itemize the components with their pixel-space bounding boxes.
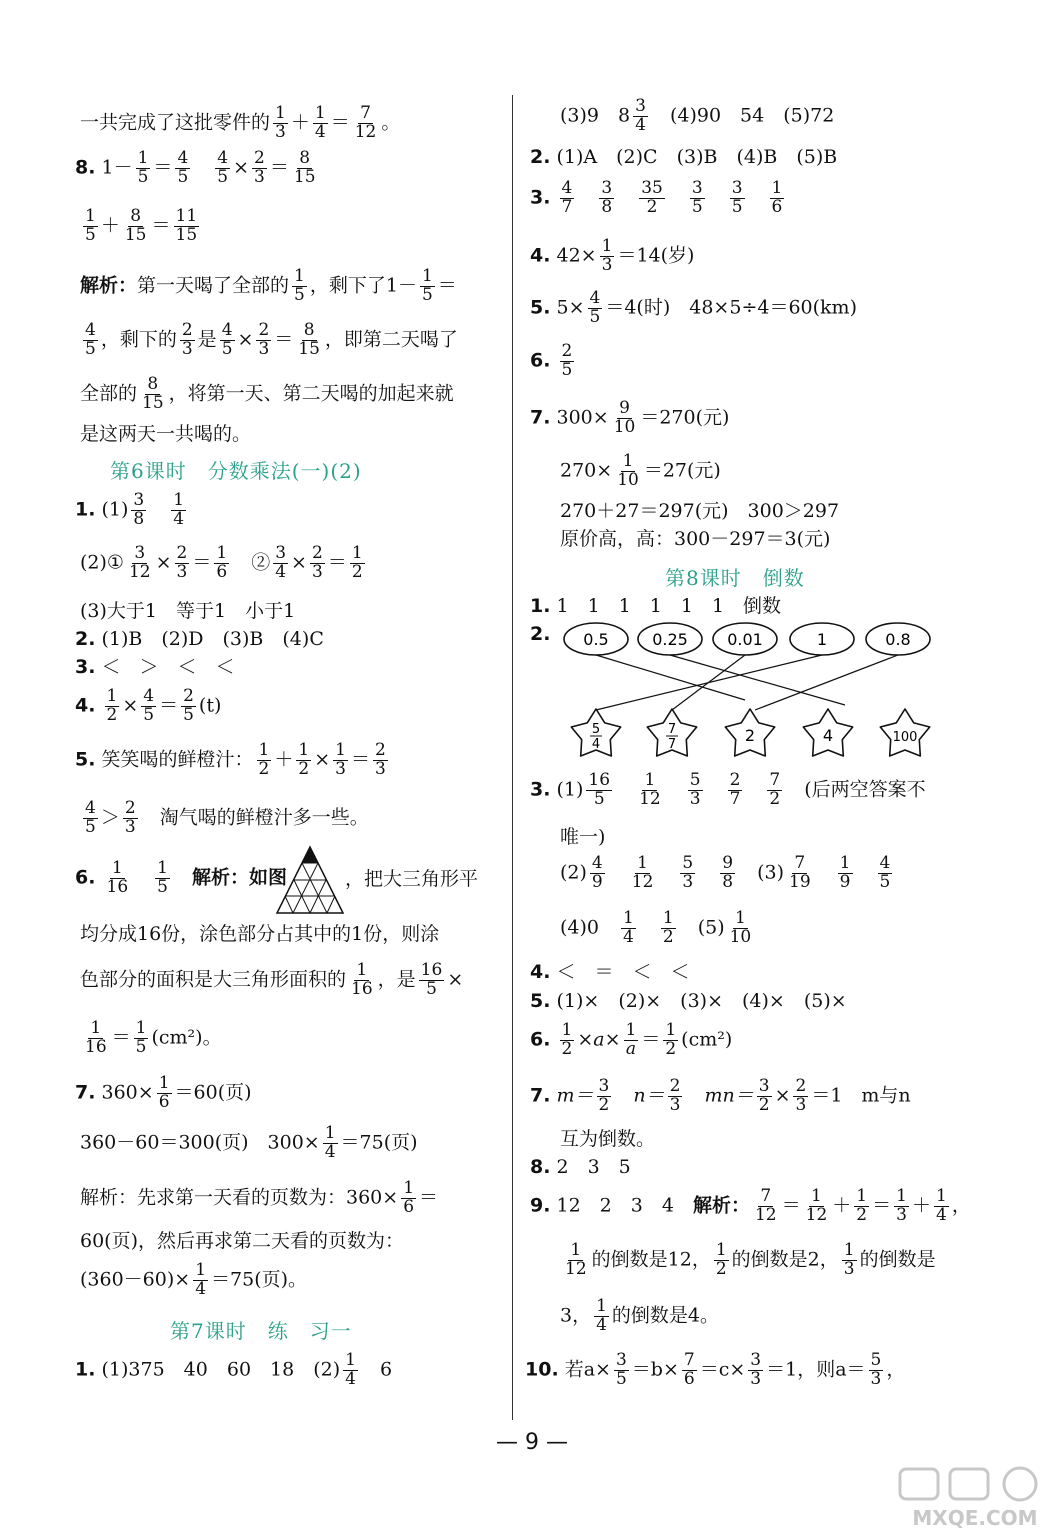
- text: 2 3 5: [556, 1156, 631, 1178]
- text: (1)B (2)D (3)B (4)C: [101, 628, 324, 650]
- star-4: [880, 709, 929, 756]
- oval-label: 0.25: [652, 630, 688, 649]
- text: (1)375 40 60 18 (2): [101, 1358, 341, 1381]
- text: (1)× (2)× (3)× (4)× (5)×: [556, 990, 847, 1012]
- text: (cm²): [681, 1028, 733, 1051]
- text: ＝b×: [631, 1358, 679, 1381]
- q7-1: 1. (1)375 40 60 18 (2) $\frac{1}{4}$ 6: [75, 1350, 393, 1389]
- text: 5×: [556, 296, 585, 319]
- text: 12 2 3 4: [556, 1194, 674, 1217]
- text: (1)A (2)C (3)B (4)B (5)B: [556, 146, 838, 168]
- text: 解析：如图: [192, 866, 288, 889]
- text: ＝4(时) 48×5÷4＝60(km): [605, 296, 857, 319]
- text: (2)①: [80, 551, 124, 574]
- text: 42×: [556, 244, 597, 267]
- star-label: 4: [822, 726, 834, 745]
- text: ＝1，则a＝: [766, 1358, 866, 1381]
- r-q2: 2. (1)A (2)C (3)B (4)B (5)B: [530, 146, 838, 168]
- q6-6-line4: $\frac{1}{16}$ ＝ $\frac{1}{5}$ (cm²)。: [85, 1018, 222, 1057]
- r8-q3-note2: 唯一): [560, 826, 606, 848]
- q6-2: 2. (1)B (2)D (3)B (4)C: [75, 628, 324, 650]
- q6-6-line2: 均分成16份，涂色部分占其中的1份，则涂: [80, 923, 440, 945]
- q8-analysis-4: 是这两天一共喝的。: [80, 423, 252, 445]
- r-q7: 7. 300× $\frac{9}{10}$ ＝270(元): [530, 398, 730, 437]
- q8-analysis-2: $\frac{4}{5}$ ，剩下的 $\frac{2}{3}$ 是 $\frac{4}{5}$ × $\frac{2}{3}$ ＝ $\frac{8}{15}$ ，即第二天喝了: [85, 320, 458, 359]
- r-q5: 5. 5× $\frac{4}{5}$ ＝4(时) 48×5÷4＝60(km): [530, 288, 857, 327]
- q6-3: 3. ＜ ＞ ＜ ＜: [75, 656, 235, 678]
- section-title-8: 第8课时 倒数: [665, 566, 805, 590]
- r-q4: 4. 42× $\frac{1}{3}$ ＝14(岁): [530, 236, 695, 275]
- text: (4)90 54 (5)72: [669, 104, 835, 127]
- oval-label: 1: [816, 630, 828, 649]
- star-den: 4: [591, 737, 601, 752]
- star-1: [647, 709, 696, 756]
- q6-7: 7. 360× $\frac{1}{6}$ ＝60(页): [75, 1073, 252, 1112]
- text: mn＝: [704, 1084, 754, 1107]
- r8-q3-2: (2) $\frac{4}{9}$ $\frac{1}{12}$ $\frac{5}{3}$ $\frac{9}{8}$ (3) $\frac{7}{19}$ $\frac{1}{9}$ $\frac{4}{5}$: [560, 853, 891, 892]
- r8-q5: 5. (1)× (2)× (3)× (4)× (5)×: [530, 990, 847, 1012]
- r8-q3-4: (4)0 $\frac{1}{4}$ $\frac{1}{2}$ (5) $\frac{1}{10}$: [560, 908, 752, 947]
- text: ＝75(页)。: [211, 1268, 308, 1291]
- r-q7-line2: 270× $\frac{1}{10}$ ＝27(元): [560, 451, 721, 490]
- text: 的倒数是: [859, 1248, 936, 1271]
- text: 300×: [556, 406, 609, 429]
- star-0: [571, 709, 620, 756]
- text: 解析：: [692, 1194, 750, 1217]
- question-8-line2: $\frac{1}{5}$ ＋ $\frac{8}{15}$ ＝ $\frac{11}{15}$: [85, 206, 198, 245]
- q8-analysis-1: 解析：第一天喝了全部的 $\frac{1}{5}$ ，剩下了1－ $\frac{1}{5}$ ＝: [80, 266, 457, 305]
- q6-7-analysis-1: 解析：先求第一天看的页数为：360× $\frac{1}{6}$ ＝: [80, 1178, 439, 1217]
- text: 3，: [560, 1304, 592, 1327]
- text: 淘气喝的鲜橙汁多一些。: [159, 806, 369, 829]
- watermark-text: MXQE.COM: [912, 1506, 1038, 1530]
- r-q7-line3: 270＋27＝297(元) 300＞297: [560, 500, 840, 522]
- r8-q9-line2: $\frac{1}{12}$ 的倒数是12， $\frac{1}{2}$ 的倒数是2， $\frac{1}{3}$ 的倒数是: [565, 1240, 936, 1279]
- text: (cm²)。: [151, 1026, 222, 1049]
- oval-label: 0.01: [727, 630, 763, 649]
- question-number: 8.: [75, 156, 96, 179]
- r8-q8: 8. 2 3 5: [530, 1156, 631, 1178]
- oval-4: [866, 623, 930, 655]
- q6-7-line2: 360－60＝300(页) 300× $\frac{1}{4}$ ＝75(页): [80, 1123, 418, 1162]
- text: 一共完成了这批零件的: [80, 111, 271, 134]
- q8-analysis-3: 全部的 $\frac{8}{15}$ ，将第一天、第二天喝的加起来就: [80, 374, 454, 413]
- text: m＝: [556, 1084, 594, 1107]
- r8-q6: 6. $\frac{1}{2}$ ×a× $\frac{1}{a}$ ＝ $\frac{1}{2}$ (cm²): [530, 1020, 733, 1059]
- star-label: 2: [744, 726, 756, 745]
- text: 色部分的面积是大三角形面积的: [80, 968, 347, 991]
- r-q3: 3. $\frac{4}{7}$ $\frac{3}{8}$ $\frac{35}{2}$ $\frac{3}{5}$ $\frac{3}{5}$ $\frac{1}{6}$: [530, 178, 783, 217]
- q6-5: 5. 笑笑喝的鲜橙汁： $\frac{1}{2}$ ＋ $\frac{1}{2}$ × $\frac{1}{3}$ ＝ $\frac{2}{3}$: [75, 740, 386, 779]
- column-divider: [512, 95, 513, 1420]
- section-title-6: 第6课时 分数乘法(一)(2): [110, 459, 362, 483]
- r-q7-line4: 原价高，高：300－297＝3(元): [560, 528, 831, 550]
- text: 解析：先求第一天看的页数为：360×: [80, 1186, 399, 1209]
- text: 的倒数是4。: [611, 1304, 720, 1327]
- oval-0: [564, 623, 628, 655]
- line-complete-parts: 一共完成了这批零件的 $\frac{1}{3}$ ＋ $\frac{1}{4}$ ＝ $\frac{7}{12}$ 。: [80, 103, 401, 142]
- star-label: 100: [892, 730, 918, 745]
- text: ＝270(元): [640, 406, 730, 429]
- r8-q7: 7. m＝ $\frac{3}{2}$ n＝ $\frac{2}{3}$ mn＝ $\frac{3}{2}$ × $\frac{2}{3}$ ＝1 m与n: [530, 1076, 911, 1115]
- r8-q9: 9. 12 2 3 4 解析： $\frac{7}{12}$ ＝ $\frac{1}{12}$ ＋ $\frac{1}{2}$ ＝ $\frac{1}{3}$ ＋ $\frac{1}{4}$ ，: [530, 1186, 971, 1225]
- text: 360×: [101, 1081, 154, 1104]
- star-2: [725, 709, 774, 756]
- text: 270×: [560, 459, 613, 482]
- r8-q1: 1. 1 1 1 1 1 1 倒数: [530, 595, 782, 617]
- text: ＝1 m与n: [811, 1084, 911, 1107]
- q6-5-line2: $\frac{4}{5}$ ＞ $\frac{2}{3}$ 淘气喝的鲜橙汁多一些。: [85, 798, 369, 837]
- oval-1: [638, 623, 702, 655]
- text: (后两空答案不: [804, 778, 926, 801]
- text: ＝c×: [699, 1358, 746, 1381]
- matching-diagram: [560, 615, 960, 765]
- text: 若a×: [564, 1358, 611, 1381]
- text: (360－60)×: [80, 1268, 191, 1291]
- q6-1: 1. (1) $\frac{3}{8}$ $\frac{1}{4}$: [75, 490, 185, 529]
- text: (t): [198, 694, 222, 717]
- star-num: 7: [667, 722, 677, 737]
- question-8: 8. 1－ $\frac{1}{5}$ ＝ $\frac{4}{5}$ $\frac{4}{5}$ × $\frac{2}{3}$ ＝ $\frac{8}{15}$: [75, 148, 316, 187]
- r8-q2: 2.: [530, 623, 551, 645]
- q6-1-3: (3)大于1 等于1 小于1: [80, 600, 296, 622]
- star-num: 5: [591, 722, 601, 737]
- r-line0: (3)9 8 $\frac{3}{4}$ (4)90 54 (5)72: [560, 96, 835, 135]
- oval-3: [790, 623, 854, 655]
- section-title-7: 第7课时 练 习一: [170, 1319, 352, 1343]
- text: ＜ ＝ ＜ ＜: [556, 961, 690, 983]
- q6-7-analysis-3: (360－60)× $\frac{1}{4}$ ＝75(页)。: [80, 1260, 308, 1299]
- q6-6-analysis-b: ，把大三角形平: [345, 868, 479, 890]
- text: 的倒数是12，: [591, 1248, 711, 1271]
- q6-7-analysis-2: 60(页)，然后再求第二天看的页数为：: [80, 1230, 405, 1252]
- q6-6-line3: 色部分的面积是大三角形面积的 $\frac{1}{16}$ ，是 $\frac{16}{5}$ ×: [80, 960, 464, 999]
- text: ＝14(岁): [617, 244, 695, 267]
- q6-6: 6. $\frac{1}{16}$ $\frac{1}{5}$ 解析：如图: [75, 858, 288, 897]
- text: ，: [886, 1358, 906, 1381]
- q6-4: 4. $\frac{1}{2}$ × $\frac{4}{5}$ ＝ $\frac{2}{5}$ (t): [75, 686, 222, 725]
- star-3: [803, 709, 852, 756]
- text: 360－60＝300(页) 300×: [80, 1131, 320, 1154]
- text: ，是: [377, 968, 416, 991]
- text: ②: [251, 551, 271, 574]
- r8-q9-line3: 3， $\frac{1}{4}$ 的倒数是4。: [560, 1296, 720, 1335]
- r8-q3: 3. (1) $\frac{16}{5}$ $\frac{1}{12}$ $\frac{5}{3}$ $\frac{2}{7}$ $\frac{7}{2}$ (后两空答案不: [530, 770, 926, 809]
- text: ＝27(元): [643, 459, 721, 482]
- text: ＝75(页): [340, 1131, 418, 1154]
- oval-label: 0.8: [885, 630, 911, 649]
- watermark-logo: [895, 1465, 1055, 1531]
- triangle-figure: [275, 845, 345, 915]
- text: 笑笑喝的鲜橙汁：: [101, 748, 254, 771]
- page-number: — 9 —: [496, 1430, 568, 1455]
- text: 的倒数是2，: [731, 1248, 839, 1271]
- text: 6: [379, 1358, 393, 1381]
- text: ＜ ＞ ＜ ＜: [101, 656, 235, 678]
- r8-q4: 4. ＜ ＝ ＜ ＜: [530, 961, 690, 983]
- text: ＝60(页): [174, 1081, 252, 1104]
- oval-2: [713, 623, 777, 655]
- r8-q10: 10. 若a× $\frac{3}{5}$ ＝b× $\frac{7}{6}$ ＝c× $\frac{3}{3}$ ＝1，则a＝ $\frac{5}{3}$ ，: [525, 1350, 906, 1389]
- star-den: 7: [667, 737, 677, 752]
- r8-q7-line2: 互为倒数。: [560, 1128, 656, 1150]
- text: 1 1 1 1 1 1 倒数: [556, 595, 782, 617]
- text: n＝: [633, 1084, 665, 1107]
- r-q6: 6. $\frac{2}{5}$: [530, 341, 573, 380]
- q6-1-2: (2)① $\frac{3}{12}$ × $\frac{2}{3}$ ＝ $\frac{1}{6}$ ② $\frac{3}{4}$ × $\frac{2}{3}$ ＝ $\frac{1}{2}$: [80, 543, 363, 582]
- oval-label: 0.5: [583, 630, 609, 649]
- text: (3)9 8: [560, 104, 631, 127]
